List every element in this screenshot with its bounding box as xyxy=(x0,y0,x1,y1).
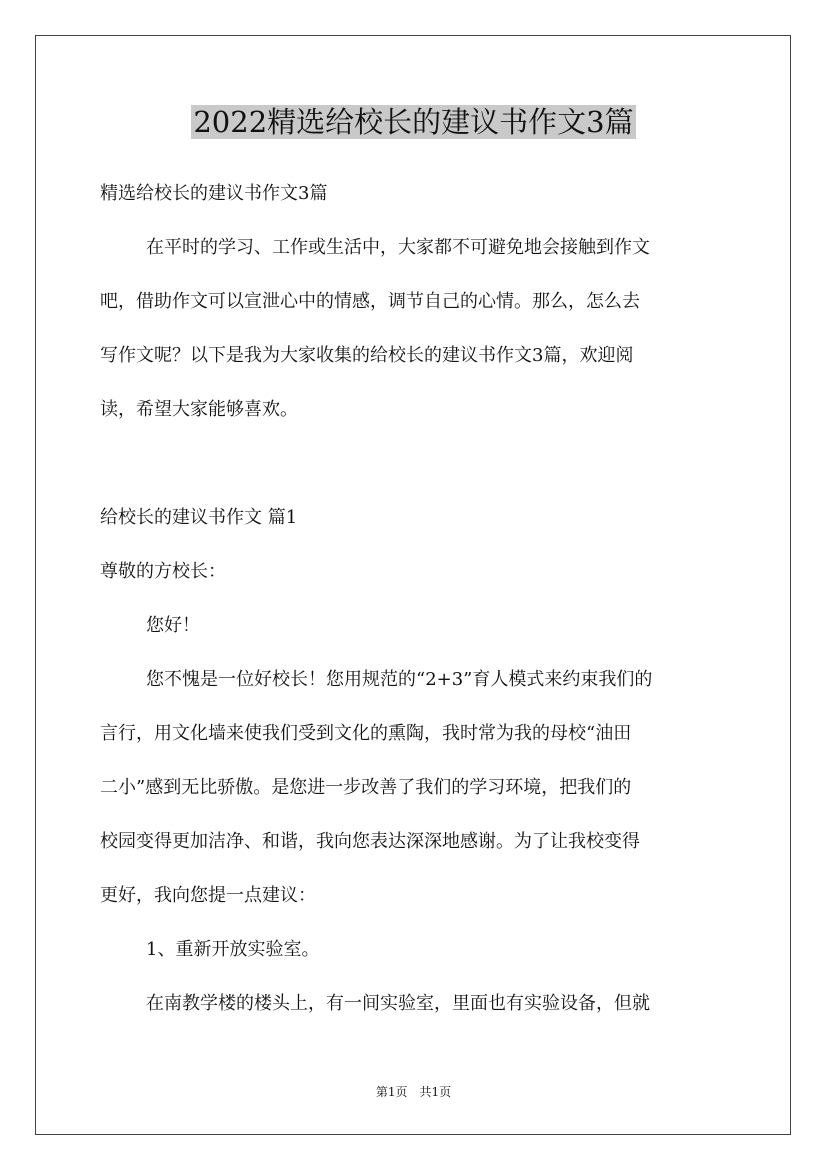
page-footer: 第1页 共1页 xyxy=(375,1085,452,1099)
document-title-text: 2022精选给校长的建议书作文3篇 xyxy=(193,105,634,139)
body-line: 二小”感到无比骄傲。是您进一步改善了我们的学习环境，把我们的 xyxy=(100,777,632,798)
intro-line: 写作文呢？以下是我为大家收集的给校长的建议书作文3篇，欢迎阅 xyxy=(100,345,634,366)
body-line: 言行，用文化墙来使我们受到文化的熏陶，我时常为我的母校“油田 xyxy=(100,723,632,744)
intro-line: 吧，借助作文可以宣泄心中的情感，调节自己的心情。那么，怎么去 xyxy=(100,291,640,312)
section-heading: 给校长的建议书作文 篇1 xyxy=(100,507,298,528)
intro-line: 在平时的学习、工作或生活中，大家都不可避免地会接触到作文 xyxy=(146,237,650,258)
body-line: 您不愧是一位好校长！您用规范的“2+3”育人模式来约束我们的 xyxy=(146,669,653,690)
letter-salutation: 尊敬的方校长： xyxy=(100,561,226,582)
intro-line: 读，希望大家能够喜欢。 xyxy=(100,399,298,420)
point-heading: 1、重新开放实验室。 xyxy=(146,939,320,960)
letter-greeting: 您好！ xyxy=(146,615,200,636)
document-title xyxy=(0,100,827,144)
body-line: 校园变得更加洁净、和谐，我向您表达深深地感谢。为了让我校变得 xyxy=(100,831,640,852)
body-line: 更好，我向您提一点建议： xyxy=(100,885,316,906)
body-line: 在南教学楼的楼头上，有一间实验室，里面也有实验设备，但就 xyxy=(146,993,650,1014)
document-subtitle: 精选给校长的建议书作文3篇 xyxy=(100,183,328,204)
